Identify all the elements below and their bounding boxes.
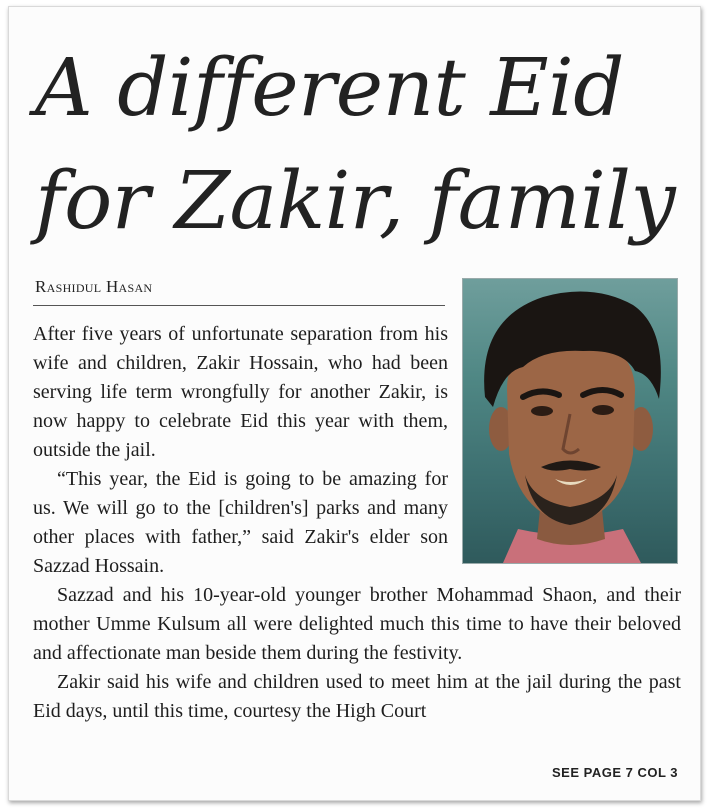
article-body — [33, 320, 683, 726]
headline-line-1: A different Eid — [35, 41, 624, 134]
byline-divider — [33, 305, 445, 306]
byline: Rashidul Hasan — [35, 277, 153, 296]
headline — [35, 31, 695, 257]
continuation-note: SEE PAGE 7 COL 3 — [551, 765, 678, 780]
newspaper-clipping — [8, 6, 701, 801]
paragraph-2: “This year, the Eid is going to be amazing for us. We will go to the [children's] parks and many other places with father,” said Zakir's elder son Sazzad Hossain. — [33, 468, 448, 577]
headline-line-2: for Zakir, family — [35, 154, 676, 247]
paragraph-1: After five years of unfortunate separation from his wife and children, Zakir Hossain, who had been serving life term wrongfully for another Zakir, is now happy to celebrate Eid this year with them, outside the jail. — [33, 323, 448, 461]
paragraph-3: Sazzad and his 10-year-old younger brother Mohammad Shaon, and their mother Umme Kulsum all were delighted much this time to have their beloved and affectionate man beside them during the festivity. — [33, 584, 681, 664]
paragraph-4: Zakir said his wife and children used to meet him at the jail during the past Eid days, until this time, courtesy the High Court — [33, 671, 681, 722]
